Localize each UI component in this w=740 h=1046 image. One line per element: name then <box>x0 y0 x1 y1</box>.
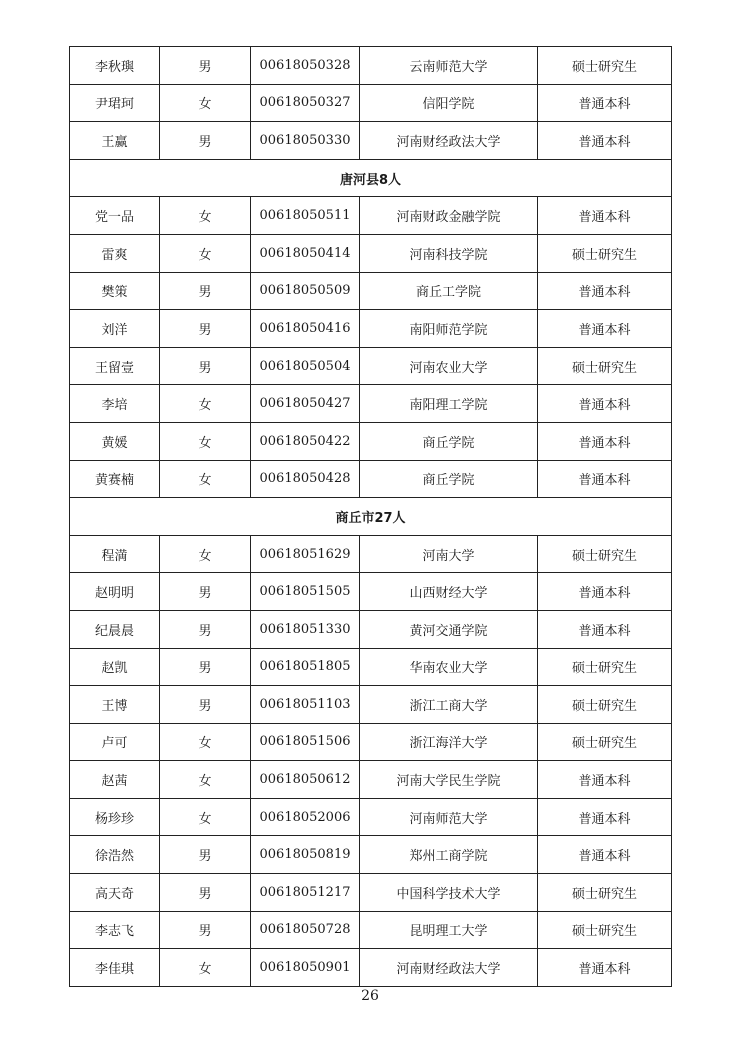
table-row <box>70 272 672 310</box>
sex-cell: 男 <box>160 573 251 611</box>
table-row <box>70 573 672 611</box>
table-row <box>70 234 672 272</box>
education-cell: 普通本科 <box>538 422 672 460</box>
section-header-row <box>70 159 672 197</box>
sex-cell: 男 <box>160 122 251 160</box>
education-cell: 普通本科 <box>538 122 672 160</box>
table-row <box>70 385 672 423</box>
name-cell: 赵明明 <box>70 573 160 611</box>
school-cell: 浙江工商大学 <box>360 686 538 724</box>
name-cell: 高天奇 <box>70 874 160 912</box>
sex-cell: 男 <box>160 347 251 385</box>
name-cell: 尹珺珂 <box>70 84 160 122</box>
education-cell: 硕士研究生 <box>538 347 672 385</box>
sex-cell: 男 <box>160 874 251 912</box>
education-cell: 硕士研究生 <box>538 911 672 949</box>
education-cell: 硕士研究生 <box>538 234 672 272</box>
exam-id-cell: 00618050427 <box>251 385 360 423</box>
education-cell: 普通本科 <box>538 385 672 423</box>
sex-cell: 女 <box>160 197 251 235</box>
exam-id-cell: 00618050504 <box>251 347 360 385</box>
name-cell: 纪晨晨 <box>70 610 160 648</box>
education-cell: 普通本科 <box>538 197 672 235</box>
school-cell: 河南大学民生学院 <box>360 761 538 799</box>
school-cell: 浙江海洋大学 <box>360 723 538 761</box>
page-number: 26 <box>361 988 379 1004</box>
school-cell: 商丘工学院 <box>360 272 538 310</box>
name-cell: 党一品 <box>70 197 160 235</box>
exam-id-cell: 00618050328 <box>251 47 360 85</box>
school-cell: 商丘学院 <box>360 460 538 498</box>
table-row <box>70 874 672 912</box>
exam-id-cell: 00618050422 <box>251 422 360 460</box>
name-cell: 徐浩然 <box>70 836 160 874</box>
name-cell: 李佳琪 <box>70 949 160 987</box>
exam-id-cell: 00618050511 <box>251 197 360 235</box>
school-cell: 黄河交通学院 <box>360 610 538 648</box>
school-cell: 南阳师范学院 <box>360 310 538 348</box>
name-cell: 杨珍珍 <box>70 798 160 836</box>
name-cell: 樊策 <box>70 272 160 310</box>
exam-id-cell: 00618051217 <box>251 874 360 912</box>
name-cell: 刘洋 <box>70 310 160 348</box>
table-row <box>70 122 672 160</box>
sex-cell: 男 <box>160 272 251 310</box>
exam-id-cell: 00618050330 <box>251 122 360 160</box>
education-cell: 硕士研究生 <box>538 723 672 761</box>
education-cell: 普通本科 <box>538 573 672 611</box>
name-cell: 卢可 <box>70 723 160 761</box>
table-row <box>70 648 672 686</box>
education-cell: 硕士研究生 <box>538 648 672 686</box>
school-cell: 河南大学 <box>360 535 538 573</box>
education-cell: 普通本科 <box>538 84 672 122</box>
table-row <box>70 836 672 874</box>
exam-id-cell: 00618050509 <box>251 272 360 310</box>
name-cell: 黄媛 <box>70 422 160 460</box>
table-row <box>70 949 672 987</box>
roster-table <box>69 46 672 987</box>
table-row <box>70 84 672 122</box>
exam-id-cell: 00618050819 <box>251 836 360 874</box>
exam-id-cell: 00618051103 <box>251 686 360 724</box>
exam-id-cell: 00618050612 <box>251 761 360 799</box>
education-cell: 普通本科 <box>538 610 672 648</box>
sex-cell: 女 <box>160 723 251 761</box>
table-row <box>70 460 672 498</box>
school-cell: 河南财政金融学院 <box>360 197 538 235</box>
exam-id-cell: 00618050414 <box>251 234 360 272</box>
education-cell: 硕士研究生 <box>538 686 672 724</box>
table-row <box>70 686 672 724</box>
name-cell: 王赢 <box>70 122 160 160</box>
name-cell: 赵凯 <box>70 648 160 686</box>
education-cell: 普通本科 <box>538 310 672 348</box>
sex-cell: 女 <box>160 798 251 836</box>
table-row <box>70 422 672 460</box>
education-cell: 普通本科 <box>538 272 672 310</box>
exam-id-cell: 00618050728 <box>251 911 360 949</box>
table-row <box>70 47 672 85</box>
sex-cell: 女 <box>160 84 251 122</box>
name-cell: 雷爽 <box>70 234 160 272</box>
sex-cell: 女 <box>160 234 251 272</box>
education-cell: 硕士研究生 <box>538 47 672 85</box>
exam-id-cell: 00618052006 <box>251 798 360 836</box>
table-row <box>70 535 672 573</box>
exam-id-cell: 00618050327 <box>251 84 360 122</box>
name-cell: 李秋璵 <box>70 47 160 85</box>
exam-id-cell: 00618051506 <box>251 723 360 761</box>
school-cell: 南阳理工学院 <box>360 385 538 423</box>
name-cell: 程満 <box>70 535 160 573</box>
education-cell: 普通本科 <box>538 949 672 987</box>
name-cell: 王留壹 <box>70 347 160 385</box>
sex-cell: 男 <box>160 610 251 648</box>
sex-cell: 女 <box>160 535 251 573</box>
school-cell: 商丘学院 <box>360 422 538 460</box>
table-row <box>70 610 672 648</box>
school-cell: 云南师范大学 <box>360 47 538 85</box>
name-cell: 赵茜 <box>70 761 160 799</box>
school-cell: 中国科学技术大学 <box>360 874 538 912</box>
table-row <box>70 798 672 836</box>
school-cell: 昆明理工大学 <box>360 911 538 949</box>
roster-table-body <box>70 47 672 987</box>
education-cell: 普通本科 <box>538 460 672 498</box>
section-title: 商丘市27人 <box>70 498 672 536</box>
sex-cell: 女 <box>160 761 251 799</box>
exam-id-cell: 00618051805 <box>251 648 360 686</box>
exam-id-cell: 00618050901 <box>251 949 360 987</box>
school-cell: 河南师范大学 <box>360 798 538 836</box>
exam-id-cell: 00618050428 <box>251 460 360 498</box>
name-cell: 李志飞 <box>70 911 160 949</box>
table-row <box>70 911 672 949</box>
school-cell: 华南农业大学 <box>360 648 538 686</box>
education-cell: 普通本科 <box>538 798 672 836</box>
education-cell: 普通本科 <box>538 836 672 874</box>
table-row <box>70 761 672 799</box>
table-row <box>70 347 672 385</box>
sex-cell: 女 <box>160 949 251 987</box>
table-row <box>70 723 672 761</box>
name-cell: 王博 <box>70 686 160 724</box>
education-cell: 硕士研究生 <box>538 874 672 912</box>
exam-id-cell: 00618051629 <box>251 535 360 573</box>
sex-cell: 男 <box>160 47 251 85</box>
school-cell: 信阳学院 <box>360 84 538 122</box>
education-cell: 普通本科 <box>538 761 672 799</box>
name-cell: 黄赛楠 <box>70 460 160 498</box>
exam-id-cell: 00618051330 <box>251 610 360 648</box>
education-cell: 硕士研究生 <box>538 535 672 573</box>
sex-cell: 女 <box>160 460 251 498</box>
school-cell: 河南农业大学 <box>360 347 538 385</box>
sex-cell: 女 <box>160 385 251 423</box>
section-header-row <box>70 498 672 536</box>
sex-cell: 男 <box>160 310 251 348</box>
school-cell: 河南财经政法大学 <box>360 122 538 160</box>
table-row <box>70 310 672 348</box>
sex-cell: 女 <box>160 422 251 460</box>
exam-id-cell: 00618051505 <box>251 573 360 611</box>
table-row <box>70 197 672 235</box>
school-cell: 河南科技学院 <box>360 234 538 272</box>
school-cell: 郑州工商学院 <box>360 836 538 874</box>
sex-cell: 男 <box>160 911 251 949</box>
school-cell: 山西财经大学 <box>360 573 538 611</box>
school-cell: 河南财经政法大学 <box>360 949 538 987</box>
sex-cell: 男 <box>160 686 251 724</box>
name-cell: 李培 <box>70 385 160 423</box>
sex-cell: 男 <box>160 836 251 874</box>
section-title: 唐河县8人 <box>70 159 672 197</box>
exam-id-cell: 00618050416 <box>251 310 360 348</box>
sex-cell: 男 <box>160 648 251 686</box>
